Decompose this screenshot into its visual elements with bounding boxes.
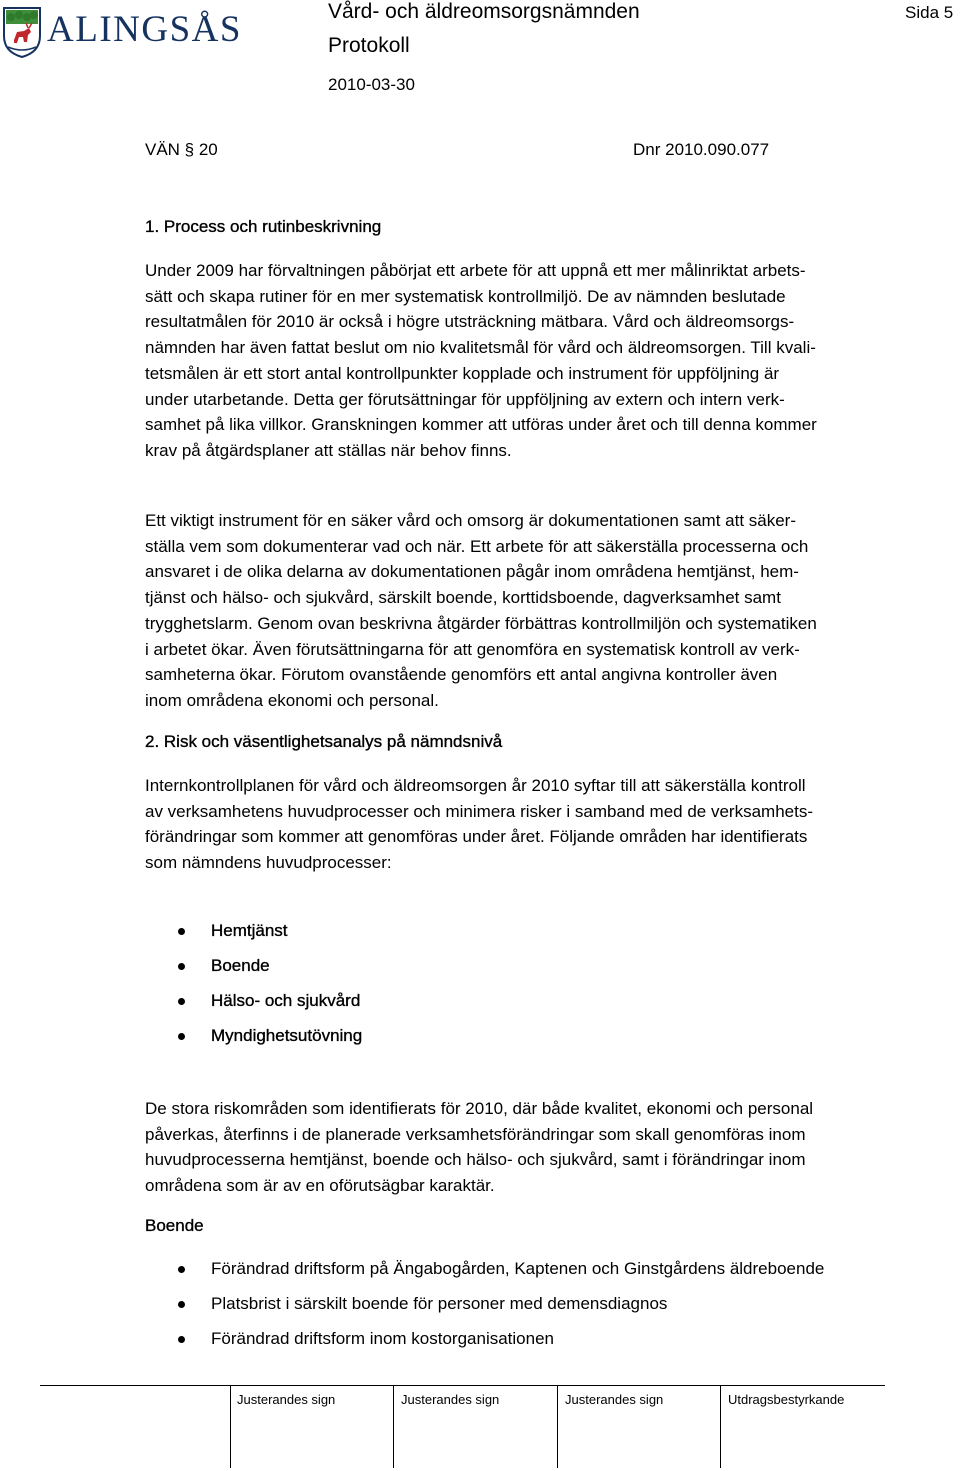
list-item: Förändrad driftsform inom kostorganisationen (145, 1327, 905, 1362)
bullet-icon (178, 1033, 185, 1040)
footer-separator (230, 1385, 231, 1468)
text-line: huvudprocesserna hemtjänst, boende och hälso- och sjukvård, samt i förändringar inom (145, 1150, 806, 1170)
footer-separator (393, 1385, 394, 1468)
section-1-paragraph-1 (145, 258, 890, 464)
text-line: tetsmålen är ett stort antal kontrollpunkter kopplade och instrument för uppföljning är (145, 363, 780, 383)
text-line: förändringar som kommer att genomföras under året. Följande områden har identifierats (145, 827, 808, 847)
boende-risk-list (145, 1257, 905, 1362)
bullet-icon (178, 928, 185, 935)
text-line: ansvaret i de olika delarna av dokumentationen pågår inom områdena hemtjänst, hem- (145, 562, 799, 582)
document-type: Protokoll (328, 34, 410, 57)
footer-separator (720, 1385, 721, 1468)
text-line: Ett viktigt instrument för en säker vård och omsorg är dokumentationen samt att säker- (145, 511, 797, 530)
text-line: områdena som är av en oförutsägbar karaktär. (145, 1176, 495, 1196)
process-list (145, 919, 905, 1059)
bullet-icon (178, 1301, 185, 1308)
list-item: Hälso- och sjukvård (145, 989, 905, 1024)
boende-heading: Boende (145, 1216, 204, 1235)
text-line: Internkontrollplanen för vård och äldreomsorgen år 2010 syftar till att säkerställa kontroll (145, 776, 806, 795)
bullet-icon (178, 1336, 185, 1343)
text-line: tjänst och hälso- och sjukvård, särskilt boende, korttidsboende, dagverksamhet samt (145, 588, 781, 608)
footer-separator (557, 1385, 558, 1468)
signature-field-3: Justerandes sign (565, 1392, 664, 1407)
coat-of-arms-icon (2, 6, 42, 58)
bullet-icon (178, 998, 185, 1005)
list-item: Myndighetsutövning (145, 1024, 905, 1059)
page-number: Sida 5 (905, 3, 954, 22)
bullet-icon (178, 1266, 185, 1273)
list-item: Hemtjänst (145, 919, 905, 954)
paragraph-reference: VÄN § 20 (145, 140, 218, 159)
text-line: samhet på lika villkor. Granskningen kommer att utföras under året och till denna kommer (145, 415, 817, 435)
alingsas-logo (0, 6, 270, 62)
text-line: påverkas, återfinns i de planerade verksamhetsförändringar som skall genomföras inom (145, 1124, 806, 1144)
section-2-paragraph-1 (145, 773, 890, 876)
list-item: Boende (145, 954, 905, 989)
text-line: sätt och skapa rutiner för en mer systematisk kontrollmiljö. De av nämnden beslutade (145, 286, 786, 306)
logo-text: ALINGSÅS (47, 9, 242, 50)
bullet-icon (178, 963, 185, 970)
text-line: av verksamhetens huvudprocesser och minimera risker i samband med de verksamhets- (145, 801, 813, 821)
committee-title: Vård- och äldreomsorgsnämnden (328, 0, 640, 23)
footer-divider (40, 1385, 885, 1386)
signature-field-1: Justerandes sign (237, 1392, 336, 1407)
text-line: ställa vem som dokumenterar vad och när. Ett arbete för att säkerställa processerna och (145, 536, 809, 556)
text-line: trygghetslarm. Genom ovan beskrivna åtgärder förbättras kontrollmiljön och systematiken (145, 613, 817, 633)
section-1-paragraph-2 (145, 508, 890, 714)
certification-field: Utdragsbestyrkande (728, 1392, 845, 1407)
text-line: som nämndens huvudprocesser: (145, 853, 392, 873)
text-line: nämnden har även fattat beslut om nio kvalitetsmål för vård och äldreomsorgen. Till kvali- (145, 338, 816, 358)
signature-field-2: Justerandes sign (401, 1392, 500, 1407)
text-line: resultatmålen för 2010 är också i högre utsträckning mätbara. Vård och äldreomsorgs- (145, 312, 795, 332)
list-item: Platsbrist i särskilt boende för personer med demensdiagnos (145, 1292, 905, 1327)
text-line: samheterna ökar. Förutom ovanstående genomförs ett antal angivna kontroller även (145, 665, 778, 685)
text-line: krav på åtgärdsplaner att ställas när behov finns. (145, 440, 512, 460)
text-line: i arbetet ökar. Även förutsättningarna för att genomföra en systematisk kontroll av verk- (145, 639, 800, 659)
section-2-heading: 2. Risk och väsentlighetsanalys på nämndsnivå (145, 732, 503, 751)
section-1-heading: 1. Process och rutinbeskrivning (145, 217, 382, 236)
text-line: under utarbetande. Detta ger förutsättningar för uppföljning av extern och intern verk- (145, 389, 785, 409)
text-line: Under 2009 har förvaltningen påbörjat ett arbete för att uppnå ett mer målinriktat arbets- (145, 261, 806, 280)
text-line: De stora riskområden som identifierats för 2010, där både kvalitet, ekonomi och personal (145, 1099, 814, 1118)
diary-number: Dnr 2010.090.077 (633, 140, 770, 159)
text-line: inom områdena ekonomi och personal. (145, 690, 439, 710)
section-2-paragraph-2 (145, 1096, 890, 1199)
meeting-date: 2010-03-30 (328, 75, 415, 94)
list-item: Förändrad driftsform på Ängabogården, Kaptenen och Ginstgårdens äldreboende (145, 1257, 905, 1292)
